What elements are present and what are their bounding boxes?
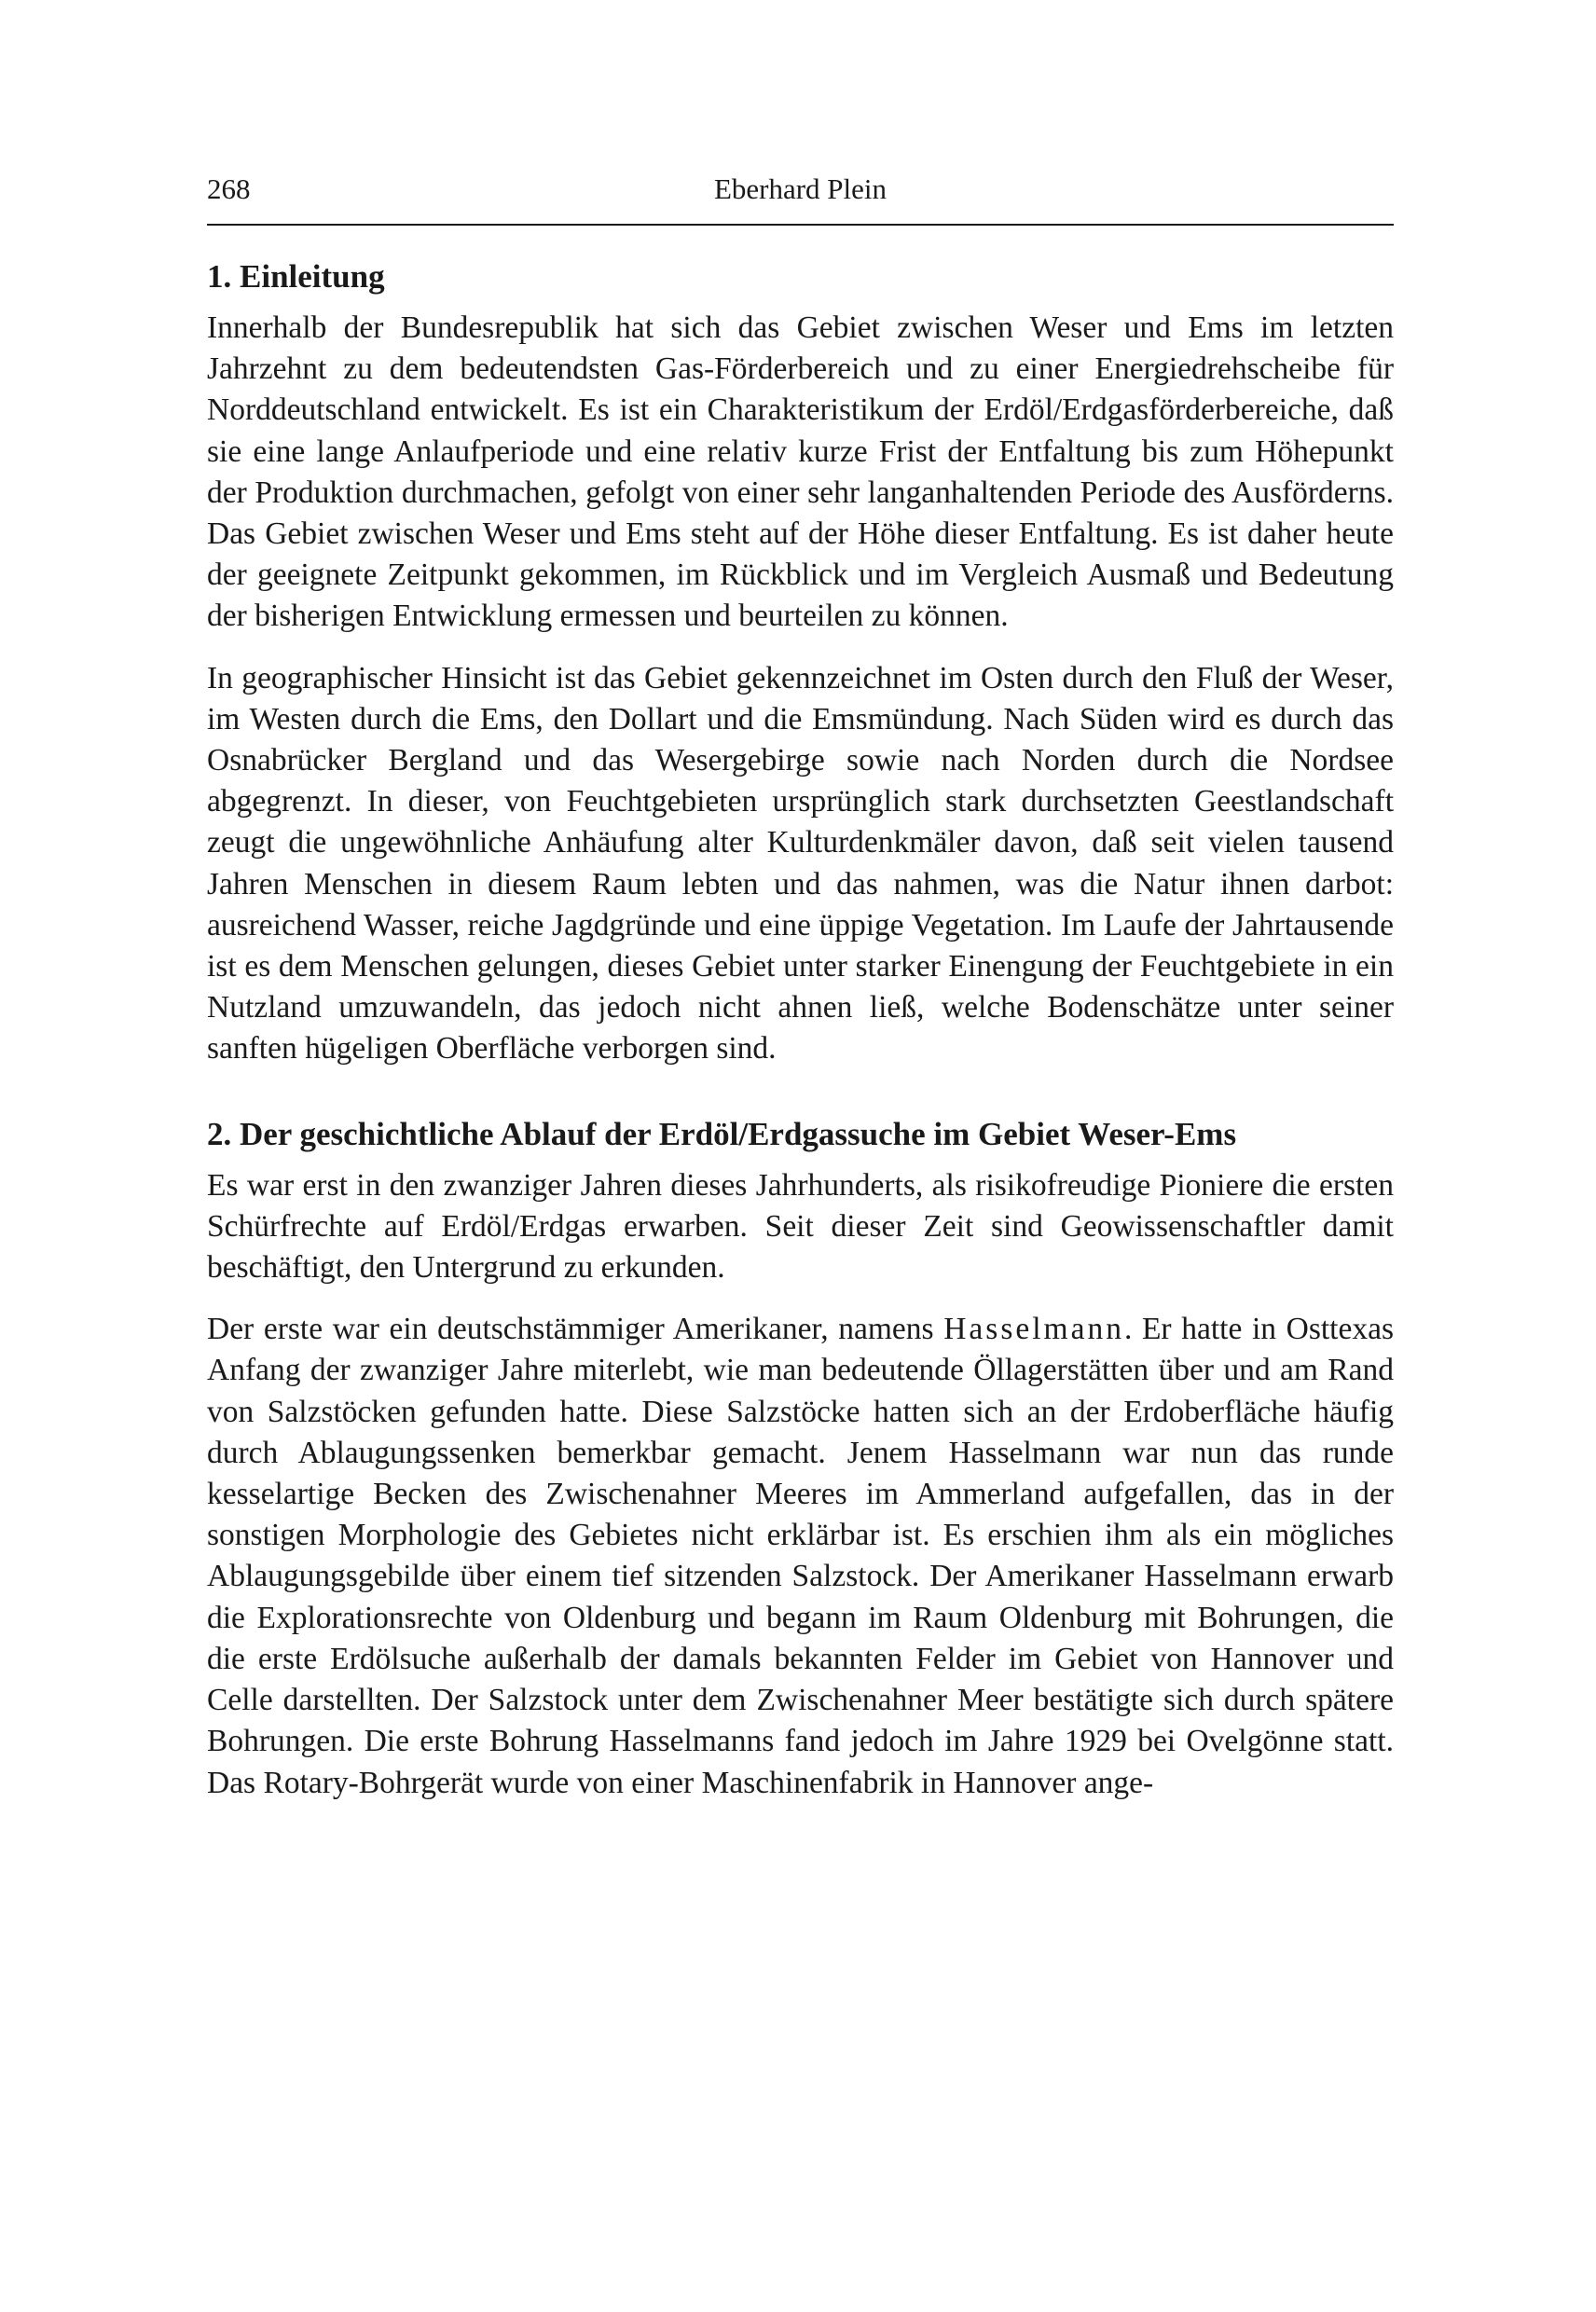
page-number: 268 [207, 172, 251, 205]
running-head [207, 172, 1394, 215]
paragraph-text-before: Der erste war ein deutschstämmiger Amerikaner, namens [207, 1312, 944, 1347]
paragraph-text-after: . Er hatte in Osttexas Anfang der zwanziger Jahre miterlebt, wie man bedeutende Öllagerstätten über und am Rand von Salzstöcken gefunden hatte. Diese Salzstöcke hatten sich an der Erdoberfläche häufig durch Ablaugungssenken bemerkbar gemacht. Jenem Hasselmann war nun das runde kesselartige Becken des Zwischenahner Meeres im Ammerland aufgefallen, das in der sonstigen Morphologie des Gebietes nicht erklärbar ist. Es erschien ihm als ein mögliches Ablaugungsgebilde über einem tief sitzenden Salzstock. Der Amerikaner Hasselmann erwarb die Explorationsrechte von Oldenburg und begann im Raum Oldenburg mit Bohrungen, die die erste Erdölsuche außerhalb der damals bekannten Felder im Gebiet von Hannover und Celle darstellten. Der Salzstock unter dem Zwischenahner Meer bestätigte sich durch spätere Bohrungen. Die erste Bohrung Hasselmanns fand jedoch im Jahre 1929 bei Ovelgönne statt. Das Rotary-Bohrgerät wurde von einer Maschinenfabrik in Hannover ange- [207, 1312, 1394, 1800]
paragraph: In geographischer Hinsicht ist das Gebiet gekennzeichnet im Osten durch den Fluß der Weser, im Westen durch die Ems, den Dollart und die Emsmündung. Nach Süden wird es durch das Osnabrücker Bergland und das Wesergebirge sowie nach Norden durch die Nordsee abgegrenzt. In dieser, von Feuchtgebieten ursprünglich stark durchsetzten Geestlandschaft zeugt die ungewöhnliche Anhäufung alter Kulturdenkmäler davon, daß seit vielen tausend Jahren Menschen in diesem Raum lebten und das nahmen, was die Natur ihnen darbot: ausreichend Wasser, reiche Jagdgründe und eine üppige Vegetation. Im Laufe der Jahrtausende ist es dem Menschen gelungen, dieses Gebiet unter starker Einengung der Feuchtgebiete in ein Nutzland umzuwandeln, das jedoch nicht ahnen ließ, welche Bodenschätze unter seiner sanften hügeligen Oberfläche verborgen sind. [207, 660, 1394, 1067]
section-heading-einleitung: 1. Einleitung [207, 258, 385, 295]
paragraph-hasselmann [207, 1309, 1394, 1803]
paragraph: Es war erst in den zwanziger Jahren dieses Jahrhunderts, als risikofreudige Pioniere die ersten Schürfrechte auf Erdöl/Erdgas erwarben. Seit dieser Zeit sind Geowissenschaftler damit beschäftigt, den Untergrund zu erkunden. [207, 1167, 1394, 1286]
body-text [207, 250, 1394, 1824]
header-rule [207, 224, 1394, 226]
section-heading-geschichte: 2. Der geschichtliche Ablauf der Erdöl/Erdgassuche im Gebiet Weser-Ems [207, 1115, 1237, 1152]
paragraph: Innerhalb der Bundesrepublik hat sich das Gebiet zwischen Weser und Ems im letzten Jahrzehnt zu dem bedeutendsten Gas-Förderbereich und zu einer Energiedrehscheibe für Norddeutschland entwickelt. Es ist ein Charakteristikum der Erdöl/Erdgasförderbereiche, daß sie eine lange Anlaufperiode und eine relativ kurze Frist der Entfaltung bis zum Höhepunkt der Produktion durchmachen, gefolgt von einer sehr langanhaltenden Periode des Ausförderns. Das Gebiet zwischen Weser und Ems steht auf der Höhe dieser Entfaltung. Es ist daher heute der geeignete Zeitpunkt gekommen, im Rückblick und im Vergleich Ausmaß und Bedeutung der bisherigen Entwicklung ermessen und beurteilen zu können. [207, 310, 1394, 634]
running-title: Eberhard Plein [713, 172, 887, 205]
name-emphasis: Hasselmann [943, 1312, 1124, 1347]
